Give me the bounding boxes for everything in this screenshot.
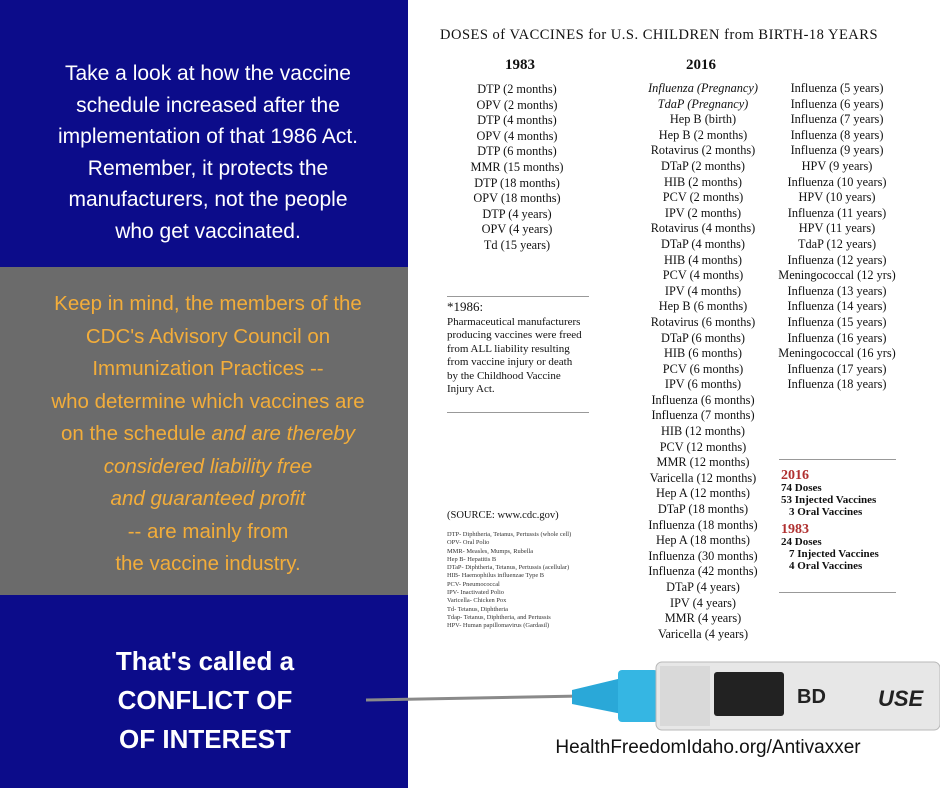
vaccine-dose-entry: OPV (4 years) — [481, 222, 553, 237]
vaccine-dose-entry: OPV (18 months) — [473, 191, 561, 206]
abbreviation-legend — [447, 531, 571, 631]
footer-url[interactable]: HealthFreedomIdaho.org/Antivaxxer — [555, 737, 861, 758]
abbreviation-entry: MMR- Measles, Mumps, Rubella — [447, 547, 534, 555]
vaccine-dose-entry: Hep A (18 months) — [656, 533, 750, 548]
column-heading-2016: 2016 — [686, 57, 716, 73]
vaccine-dose-entry: Influenza (18 months) — [648, 517, 758, 532]
vaccine-dose-entry: DTP (4 years) — [482, 206, 552, 221]
vaccine-dose-entry: Influenza (9 years) — [790, 143, 884, 158]
vaccine-dose-entry: Meningococcal (16 yrs) — [778, 346, 896, 361]
vaccine-dose-entry: DTP (6 months) — [477, 144, 557, 159]
vaccine-dose-entry: DTP (4 months) — [477, 113, 557, 128]
vaccine-dose-entry: HIB (2 months) — [664, 174, 742, 189]
vaccine-dose-entry: Rotavirus (4 months) — [650, 221, 756, 236]
vaccine-dose-entry: DTaP (4 months) — [660, 236, 746, 251]
vaccine-dose-entry: Td (15 years) — [483, 237, 551, 252]
vaccine-dose-entry: HIB (6 months) — [664, 346, 742, 361]
vaccine-dose-entry: Influenza (Pregnancy) — [648, 81, 758, 95]
source-line: (SOURCE: www.cdc.gov) — [447, 510, 559, 521]
vaccine-dose-entry: DTaP (2 months) — [660, 158, 746, 173]
syringe-image — [360, 640, 940, 750]
dose-totals: 2016 74 Doses 53 Injected Vaccines 3 Oral Vaccines 1983 24 Doses 7 Injected Vaccines 4 Oral Vaccines — [781, 468, 879, 572]
vaccine-dose-entry: DTaP (18 months) — [657, 502, 749, 517]
vaccine-dose-entry: Influenza (12 years) — [787, 252, 887, 267]
vaccine-dose-entry: DTaP (6 months) — [660, 330, 746, 345]
vaccine-dose-entry: Influenza (30 months) — [648, 548, 758, 563]
vaccine-dose-entry: PCV (4 months) — [662, 268, 744, 283]
vaccine-dose-entry: DTaP (4 years) — [666, 580, 740, 594]
vaccine-dose-entry: HIB (12 months) — [660, 424, 746, 439]
vaccine-dose-entry: HPV (9 years) — [801, 158, 873, 173]
vaccine-dose-entry: HPV (11 years) — [798, 221, 876, 236]
vaccine-dose-entry: Varicella (4 years) — [657, 626, 749, 641]
abbreviation-entry: Hep B- Hepatitis B — [447, 555, 497, 563]
vaccine-dose-entry: Rotavirus (2 months) — [650, 143, 756, 158]
abbreviation-entry: OPV- Oral Polio — [447, 539, 490, 547]
vaccine-dose-entry: PCV (6 months) — [662, 361, 744, 376]
vaccine-dose-entry: Influenza (10 years) — [787, 174, 887, 189]
vaccine-dose-entry: Influenza (11 years) — [787, 205, 887, 220]
vaccine-dose-entry: Rotavirus (6 months) — [650, 314, 756, 329]
vaccine-dose-entry: Hep A (12 months) — [656, 486, 750, 501]
abbreviation-entry: IPV- Inactivated Polio — [447, 589, 504, 597]
vaccine-dose-entry: MMR (4 years) — [664, 611, 742, 626]
vaccine-dose-entry: IPV (4 years) — [669, 595, 737, 610]
vaccine-dose-entry: HPV (10 years) — [798, 190, 876, 205]
totals-top-rule — [779, 459, 896, 460]
vaccine-dose-entry: OPV (4 months) — [476, 128, 558, 143]
vaccine-dose-entry: Influenza (14 years) — [787, 299, 887, 314]
vaccine-dose-entry: Varicella (12 months) — [649, 470, 757, 485]
vaccine-list-2016-part1 — [638, 81, 768, 642]
vaccine-dose-entry: Hep B (6 months) — [658, 299, 748, 314]
vaccine-dose-entry: IPV (4 months) — [664, 283, 742, 298]
vaccine-dose-entry: HIB (4 months) — [664, 252, 742, 267]
abbreviation-entry: DTP- Diphtheria, Tetanus, Pertussis (whole cell) — [447, 531, 572, 538]
vaccine-dose-entry: Influenza (7 years) — [790, 112, 884, 127]
vaccine-dose-entry: Influenza (6 months) — [651, 392, 755, 407]
vaccine-list-1983 — [460, 82, 574, 254]
vaccine-dose-entry: Influenza (18 years) — [787, 377, 887, 392]
note-top-rule — [447, 296, 589, 297]
abbreviation-entry: PCV- Pneumococcal — [447, 580, 500, 588]
needle — [366, 696, 582, 700]
abbreviation-entry: DTaP- Diphtheria, Tetanus, Pertussis (acellular) — [447, 564, 570, 572]
abbreviation-entry: Tdap- Tetanus, Diphtheria, and Pertussis — [447, 613, 551, 621]
intro-paragraph: Take a look at how the vaccine schedule increased after the implementation of that 1986 Act. Remember, it protects the manufacturers, not the people who get vaccinated. — [57, 62, 359, 243]
vaccine-dose-entry: Influenza (16 years) — [787, 330, 887, 345]
act-1986-note: *1986: Pharmaceutical manufacturers producing vaccines were freed from ALL liability resulting from vaccine injury or death by the Childhood Vaccine Injury Act. — [447, 299, 582, 395]
advisory-note: Keep in mind, the members of the CDC's Advisory Council on Immunization Practices -- who determine which vaccines are on the schedule and are thereby considered liability free and guaranteed profit -- are mainly from the vaccine industry. — [51, 292, 365, 575]
vaccine-dose-entry: DTP (2 months) — [477, 82, 557, 96]
vaccine-dose-entry: PCV (12 months) — [659, 439, 747, 454]
vaccine-dose-entry: Influenza (5 years) — [790, 81, 884, 95]
needle-hub — [618, 670, 658, 722]
vaccine-dose-entry: Hep B (birth) — [669, 112, 737, 127]
vaccine-dose-entry: MMR (15 months) — [470, 159, 564, 174]
column-heading-1983: 1983 — [505, 57, 535, 73]
vaccine-dose-entry: Influenza (8 years) — [790, 127, 884, 142]
totals-bottom-rule — [779, 592, 896, 593]
vaccine-dose-entry: Influenza (13 years) — [787, 283, 887, 298]
conflict-of-interest-heading: That's called a CONFLICT OF OF INTEREST — [115, 646, 295, 754]
vaccine-dose-entry: Influenza (42 months) — [648, 564, 758, 579]
abbreviation-entry: HPV- Human papillomavirus (Gardasil) — [447, 622, 550, 630]
plunger-stopper — [714, 672, 784, 716]
vaccine-dose-entry: Influenza (15 years) — [787, 314, 887, 329]
abbreviation-entry: Varicella- Chicken Pox — [447, 597, 507, 605]
vaccine-dose-entry: OPV (2 months) — [476, 97, 558, 112]
vaccine-dose-entry: MMR (12 months) — [656, 455, 750, 470]
abbreviation-entry: HIB- Haemophilus influenzae Type B — [447, 572, 545, 580]
syringe-use-label: USE — [878, 686, 924, 711]
vaccine-dose-entry: DTP (18 months) — [474, 175, 560, 190]
vaccine-dose-entry: TdaP (12 years) — [797, 236, 877, 251]
vaccine-dose-entry: Influenza (6 years) — [790, 96, 884, 111]
vaccine-list-2016-part2 — [775, 81, 899, 393]
vaccine-dose-entry: Influenza (7 months) — [651, 408, 755, 423]
vaccine-dose-entry: Meningococcal (12 yrs) — [778, 268, 896, 283]
vaccine-dose-entry: Hep B (2 months) — [658, 127, 748, 142]
vaccine-dose-entry: TdaP (Pregnancy) — [657, 96, 749, 111]
vaccine-dose-entry: Influenza (17 years) — [787, 361, 887, 376]
needle-hub-cone — [572, 678, 622, 714]
note-bottom-rule — [447, 412, 589, 413]
syringe-bd-mark: BD — [797, 686, 826, 708]
schedule-title: DOSES of VACCINES for U.S. CHILDREN from BIRTH-18 YEARS — [440, 27, 879, 43]
vaccine-dose-entry: PCV (2 months) — [662, 190, 744, 205]
vaccine-dose-entry: IPV (2 months) — [664, 205, 742, 220]
abbreviation-entry: Td- Tetanus, Diphtheria — [447, 605, 509, 613]
vaccine-dose-entry: IPV (6 months) — [664, 377, 742, 392]
